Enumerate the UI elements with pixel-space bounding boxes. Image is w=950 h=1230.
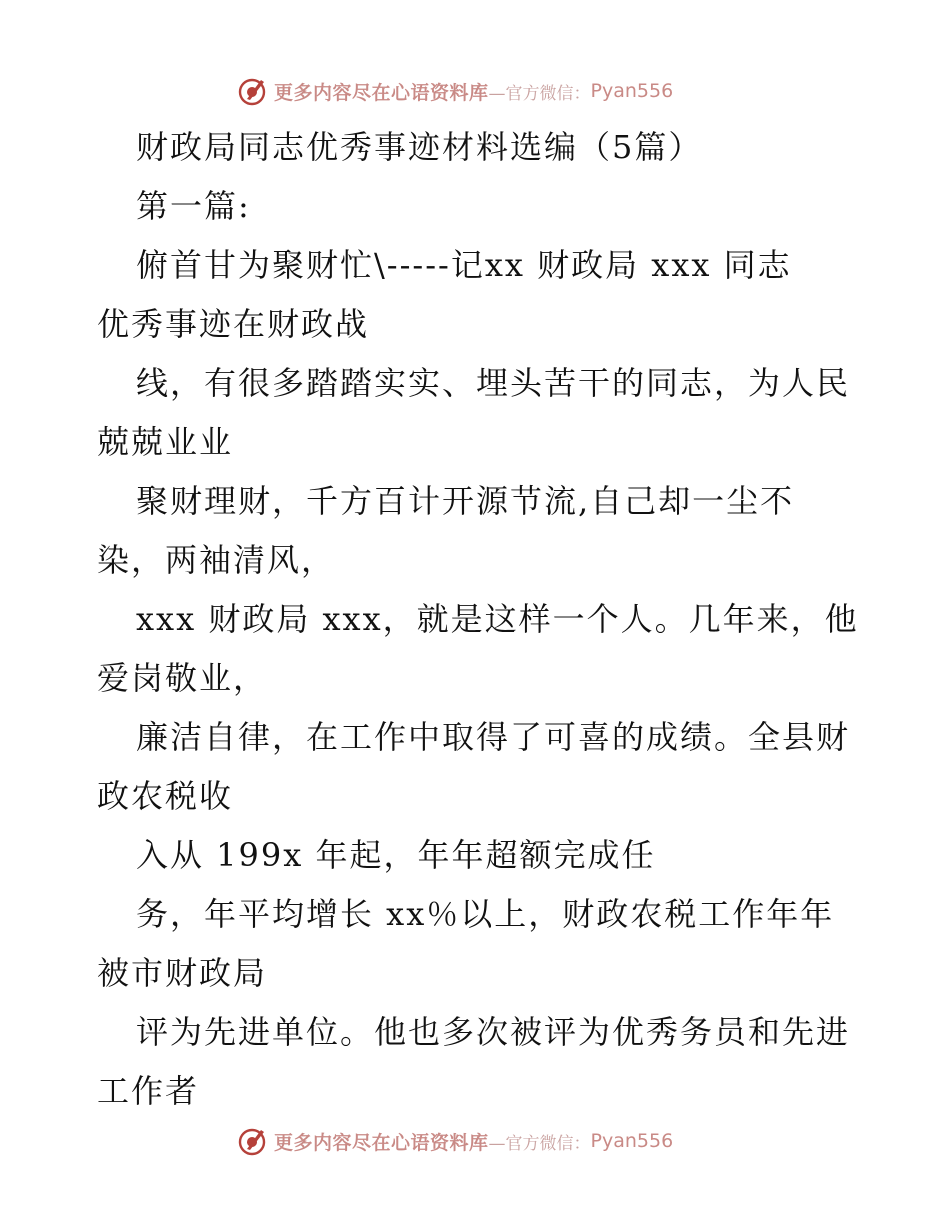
paragraph-line: 优秀事迹在财政战 xyxy=(97,305,370,343)
paragraph-line: 爱岗敬业， xyxy=(97,659,268,697)
watermark-text: 更多内容尽在心语资料库 xyxy=(274,1131,489,1154)
watermark-separator: —官方微信： xyxy=(488,83,591,104)
paragraph-line: 务，年平均增长 xx％以上，财政农税工作年年 xyxy=(136,895,835,933)
paragraph-line: 俯首甘为聚财忙\-----记xx 财政局 xxx 同志 xyxy=(136,246,792,284)
paragraph-line: 兢兢业业 xyxy=(97,423,234,461)
paragraph-line: 线，有很多踏踏实实、埋头苦干的同志，为人民 xyxy=(136,364,851,402)
header-watermark xyxy=(236,74,673,108)
paragraph-line: 工作者 xyxy=(97,1072,200,1110)
quill-logo-icon xyxy=(236,1125,268,1157)
paragraph-line: 入从 199x 年起，年年超额完成任 xyxy=(136,836,656,874)
watermark-separator: —官方微信： xyxy=(488,1133,591,1154)
section-heading: 第一篇: xyxy=(136,187,251,225)
paragraph-line: 染，两袖清风， xyxy=(97,541,336,579)
document-title: 财政局同志优秀事迹材料选编（5篇） xyxy=(136,128,703,166)
paragraph-line: 廉洁自律，在工作中取得了可喜的成绩。全县财 xyxy=(136,718,851,756)
footer-watermark xyxy=(236,1124,673,1158)
quill-logo-icon xyxy=(236,75,268,107)
document-body xyxy=(97,118,867,1121)
paragraph-line: 聚财理财，千方百计开源节流,自己却一尘不 xyxy=(136,482,795,520)
watermark-wechat-id: Pyan556 xyxy=(590,1130,674,1152)
paragraph-line: 评为先进单位。他也多次被评为优秀务员和先进 xyxy=(136,1013,851,1051)
watermark-wechat-id: Pyan556 xyxy=(590,80,674,102)
paragraph-line: xxx 财政局 xxx，就是这样一个人。几年来，他 xyxy=(136,600,859,638)
paragraph-line: 被市财政局 xyxy=(97,954,268,992)
watermark-text: 更多内容尽在心语资料库 xyxy=(274,81,489,104)
paragraph-line: 政农税收 xyxy=(97,777,234,815)
